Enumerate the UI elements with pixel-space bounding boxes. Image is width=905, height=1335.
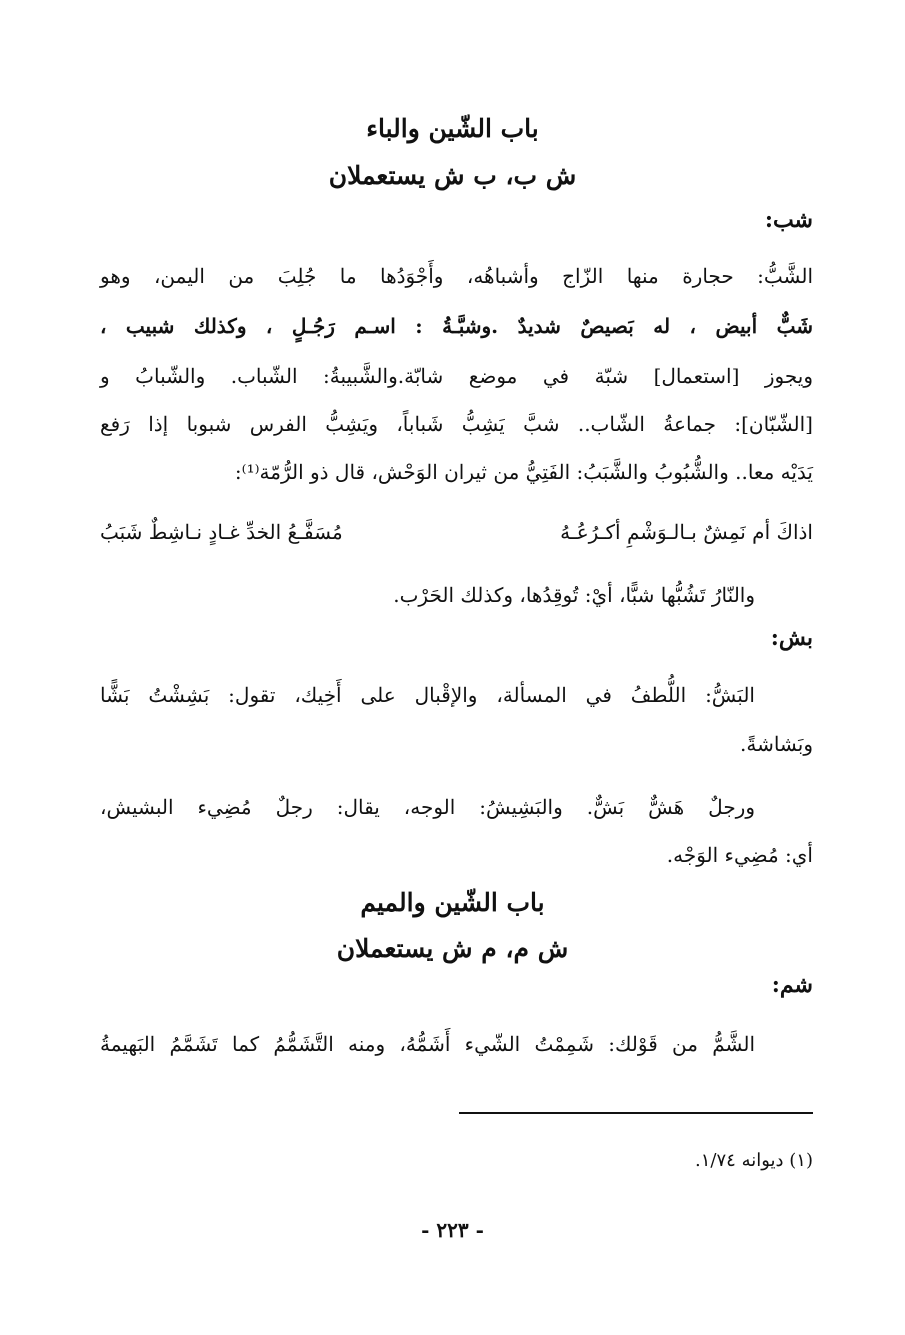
text-line: الشَّبُّ: حجارة منها الزّاج وأشباهُه، وأَجْوَدُها ما جُلِبَ من اليمن، وهو — [100, 264, 813, 288]
text-line: ورجلٌ هَشٌّ بَشٌّ. والبَشِيشُ: الوجه، يقال: رجلٌ مُضِيء البشيش، — [100, 795, 755, 819]
text-line: وبَشاشةً. — [740, 732, 813, 756]
poem-verse — [100, 520, 813, 544]
page-number: - ٢٢٣ - — [421, 1218, 484, 1242]
footnote-divider — [459, 1112, 813, 1114]
text-line: والنّارُ تَشُبُّها شبًّا، أيْ: تُوقِدُها، وكذلك الحَرْب. — [393, 583, 755, 607]
text-line: ويجوز [استعمال] شبّة في موضع شابّة.والشَّبيبةُ: الشّباب. والشّبابُ و — [100, 364, 813, 388]
verse-first-hemistich: اذاكَ أم نَمِشٌ بـالـوَشْمِ أكـرُعُـهُ — [560, 520, 813, 544]
text-line-bold: شَبٌّ أبيض ، له بَصيصٌ شديدٌ .وشبَّـةُ : اسـم رَجُـلٍ ، وكذلك شبيب ، — [100, 314, 813, 338]
chapter-heading: باب الشّين والباء — [366, 114, 539, 143]
chapter-subheading: ش م، م ش يستعملان — [336, 934, 569, 963]
entry-headword: شم: — [771, 972, 813, 998]
chapter-subheading: ش ب، ب ش يستعملان — [328, 161, 577, 190]
text-line: [الشّبّان]: جماعةُ الشّاب.. شبَّ يَشِبُّ شَباباً، ويَشِبُّ الفرس شبوبا إذا رَفع — [100, 412, 813, 436]
footnote: (١) ديوانه ١/٧٤. — [695, 1150, 813, 1171]
verse-second-hemistich: مُسَفَّـعُ الخدِّ غـادٍ نـاشِطٌ شَبَبُ — [100, 520, 343, 544]
entry-headword: شب: — [764, 207, 813, 233]
entry-headword: بش: — [770, 625, 813, 651]
text-line: البَشُّ: اللُّطفُ في المسألة، والإقْبال على أَخِيك، تقول: بَشِشْتُ بَشًّا — [100, 683, 755, 707]
text-line: يَدَيْه معا.. والشُّبُوبُ والشَّبَبُ: الفَتِيُّ من ثيران الوَحْش، قال ذو الرُّمّة⁽¹⁾: — [234, 460, 813, 484]
chapter-heading: باب الشّين والميم — [360, 888, 545, 917]
text-line: أي: مُضِيء الوَجْه. — [666, 843, 813, 867]
text-line: الشَّمُّ من قَوْلك: شَمِمْتُ الشّيء أَشَمُّهُ، ومنه التَّشَمُّمُ كما تَشَمَّمُ البَهيمةُ — [100, 1032, 755, 1056]
